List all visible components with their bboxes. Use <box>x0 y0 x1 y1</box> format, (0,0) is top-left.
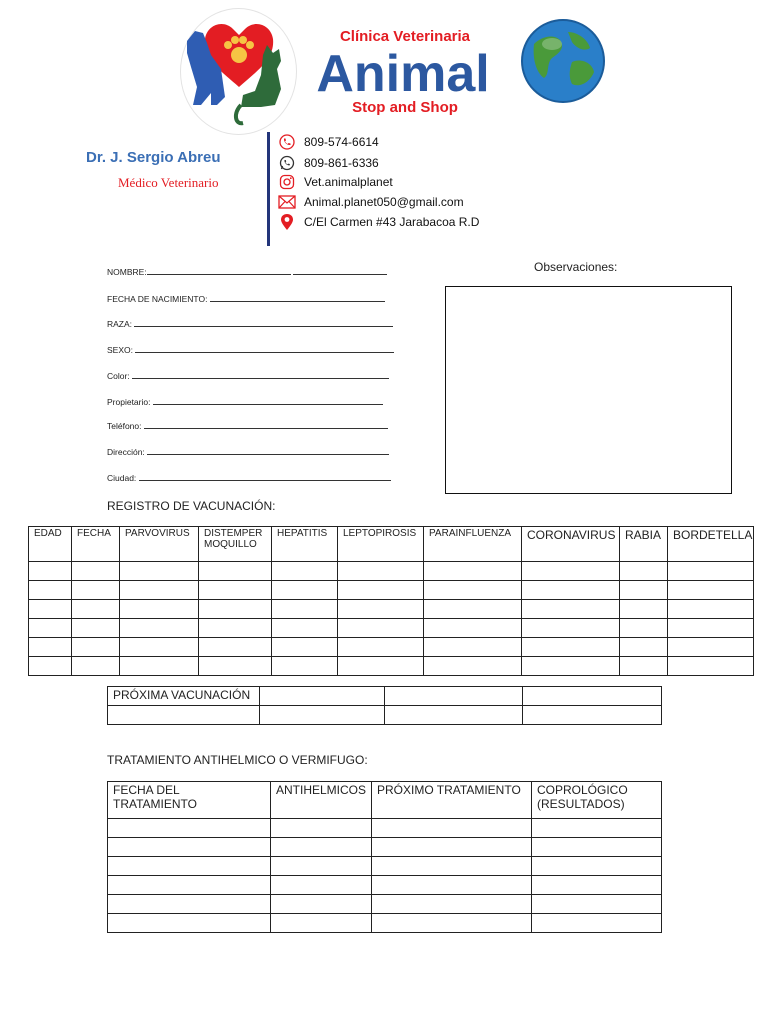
table-cell[interactable] <box>72 600 120 619</box>
field-propietario-label: Propietario: <box>107 397 151 407</box>
table-cell[interactable] <box>620 657 668 676</box>
field-fecha-nacimiento-label: FECHA DE NACIMIENTO: <box>107 294 208 304</box>
table-row <box>108 914 662 933</box>
table-cell[interactable] <box>29 657 72 676</box>
instagram-icon <box>278 173 296 191</box>
contact-email-text: Animal.planet050@gmail.com <box>304 195 464 209</box>
table-cell[interactable] <box>271 895 372 914</box>
field-color-label: Color: <box>107 371 130 381</box>
table-cell[interactable] <box>522 657 620 676</box>
field-propietario <box>107 396 407 407</box>
table-cell[interactable] <box>620 619 668 638</box>
phone-icon <box>278 133 296 151</box>
table-cell[interactable] <box>199 581 272 600</box>
contact-phone <box>278 133 379 151</box>
contact-instagram-text: Vet.animalplanet <box>304 175 393 189</box>
observations-label: Observaciones: <box>534 260 618 274</box>
whatsapp-icon <box>278 154 296 172</box>
col-hepatitis: HEPATITIS <box>272 527 338 562</box>
treatment-table <box>107 781 662 933</box>
table-cell[interactable] <box>532 819 662 838</box>
table-cell[interactable] <box>522 562 620 581</box>
contact-whatsapp-text: 809-861-6336 <box>304 156 379 170</box>
table-cell[interactable] <box>72 638 120 657</box>
table-cell[interactable] <box>272 619 338 638</box>
header-divider <box>267 132 270 246</box>
table-cell[interactable] <box>271 876 372 895</box>
table-cell[interactable] <box>620 600 668 619</box>
table-cell[interactable] <box>260 706 385 725</box>
field-raza-label: RAZA: <box>107 319 133 329</box>
table-row <box>29 600 754 619</box>
table-cell[interactable] <box>271 819 372 838</box>
field-color <box>107 370 407 381</box>
table-cell[interactable] <box>272 581 338 600</box>
table-cell[interactable] <box>532 895 662 914</box>
table-cell[interactable] <box>199 619 272 638</box>
doctor-title: Médico Veterinario <box>118 175 219 190</box>
email-icon <box>278 193 296 211</box>
col-antihelmicos: ANTIHELMICOS <box>271 782 372 819</box>
contact-instagram <box>278 173 393 191</box>
table-cell[interactable] <box>372 857 532 876</box>
table-cell[interactable] <box>271 838 372 857</box>
table-cell[interactable] <box>29 600 72 619</box>
table-cell[interactable] <box>72 562 120 581</box>
table-cell[interactable] <box>120 600 199 619</box>
table-cell[interactable] <box>385 706 523 725</box>
treatment-label: TRATAMIENTO ANTIHELMICO O VERMIFUGO: <box>107 753 368 767</box>
table-cell[interactable] <box>532 876 662 895</box>
dog-cat-heart-logo-icon <box>181 9 296 134</box>
table-cell[interactable] <box>199 638 272 657</box>
table-cell[interactable] <box>108 914 271 933</box>
field-telefono-label: Teléfono: <box>107 421 142 431</box>
table-cell[interactable] <box>522 638 620 657</box>
table-row <box>108 838 662 857</box>
table-row <box>29 619 754 638</box>
table-cell[interactable] <box>72 619 120 638</box>
field-propietario-line[interactable] <box>153 396 383 405</box>
table-cell[interactable] <box>338 657 424 676</box>
table-cell[interactable] <box>271 857 372 876</box>
table-row <box>29 581 754 600</box>
table-row <box>108 895 662 914</box>
col-fecha: FECHA <box>72 527 120 562</box>
table-cell[interactable] <box>522 581 620 600</box>
table-cell[interactable] <box>120 619 199 638</box>
field-raza <box>107 318 407 329</box>
table-cell[interactable] <box>522 619 620 638</box>
contact-address-text: C/El Carmen #43 Jarabacoa R.D <box>304 215 480 229</box>
vaccination-register-label: REGISTRO DE VACUNACIÓN: <box>107 499 276 513</box>
table-cell[interactable] <box>338 581 424 600</box>
next-vaccination-table <box>107 686 662 725</box>
globe-icon <box>520 18 606 104</box>
field-ciudad-line[interactable] <box>139 472 391 481</box>
table-cell[interactable] <box>424 619 522 638</box>
table-cell[interactable] <box>668 657 754 676</box>
clinic-logo <box>180 8 297 135</box>
col-coronavirus: CORONAVIRUS <box>522 527 620 562</box>
table-cell[interactable] <box>271 914 372 933</box>
table-cell[interactable] <box>108 876 271 895</box>
field-sexo-line[interactable] <box>135 344 394 353</box>
table-cell[interactable] <box>523 706 662 725</box>
table-cell[interactable] <box>424 657 522 676</box>
table-cell[interactable] <box>199 562 272 581</box>
table-cell[interactable] <box>338 638 424 657</box>
col-edad: EDAD <box>29 527 72 562</box>
table-cell[interactable] <box>385 687 523 706</box>
table-cell[interactable] <box>29 638 72 657</box>
table-cell[interactable] <box>424 581 522 600</box>
table-cell[interactable] <box>532 857 662 876</box>
table-cell[interactable] <box>199 657 272 676</box>
contact-whatsapp <box>278 154 379 172</box>
field-ciudad-label: Ciudad: <box>107 473 137 483</box>
field-fecha-nacimiento-line[interactable] <box>210 293 385 302</box>
field-fecha-nacimiento <box>107 293 407 304</box>
table-cell[interactable] <box>668 600 754 619</box>
field-direccion-label: Dirección: <box>107 447 145 457</box>
field-telefono <box>107 420 407 431</box>
clinic-subtitle-bottom: Stop and Shop <box>352 99 458 116</box>
table-cell[interactable] <box>108 819 271 838</box>
table-cell[interactable] <box>199 600 272 619</box>
field-nombre-line-1[interactable] <box>147 266 291 275</box>
table-cell[interactable] <box>338 619 424 638</box>
table-cell[interactable] <box>424 638 522 657</box>
field-color-line[interactable] <box>132 370 389 379</box>
table-cell[interactable] <box>338 600 424 619</box>
field-sexo <box>107 344 407 355</box>
table-cell[interactable] <box>120 562 199 581</box>
table-cell[interactable] <box>372 838 532 857</box>
table-cell[interactable] <box>29 562 72 581</box>
table-cell[interactable] <box>424 562 522 581</box>
table-cell[interactable] <box>523 687 662 706</box>
field-direccion <box>107 446 407 457</box>
table-row <box>108 687 662 706</box>
table-cell[interactable] <box>668 581 754 600</box>
table-cell[interactable] <box>108 838 271 857</box>
table-cell[interactable] <box>424 600 522 619</box>
observations-box[interactable] <box>445 286 732 494</box>
table-row <box>108 819 662 838</box>
col-proximo-tratamiento: PRÓXIMO TRATAMIENTO <box>372 782 532 819</box>
table-cell[interactable] <box>108 706 260 725</box>
table-cell[interactable] <box>372 819 532 838</box>
vaccination-table <box>28 526 754 676</box>
table-cell[interactable] <box>668 638 754 657</box>
table-cell[interactable] <box>120 581 199 600</box>
col-rabia: RABIA <box>620 527 668 562</box>
table-cell[interactable] <box>620 562 668 581</box>
clinic-subtitle-top: Clínica Veterinaria <box>339 28 471 45</box>
table-cell[interactable] <box>72 657 120 676</box>
table-cell[interactable] <box>120 657 199 676</box>
table-cell[interactable] <box>120 638 199 657</box>
table-cell[interactable] <box>72 581 120 600</box>
table-cell[interactable] <box>338 562 424 581</box>
field-nombre-label: NOMBRE: <box>107 267 147 277</box>
table-cell[interactable] <box>272 638 338 657</box>
table-cell[interactable] <box>272 562 338 581</box>
table-row <box>108 857 662 876</box>
table-cell[interactable] <box>272 600 338 619</box>
col-fecha-tratamiento: FECHA DEL TRATAMIENTO <box>108 782 271 819</box>
table-row <box>29 657 754 676</box>
table-cell[interactable] <box>29 619 72 638</box>
next-vaccination-label: PRÓXIMA VACUNACIÓN <box>108 687 260 706</box>
table-cell[interactable] <box>668 562 754 581</box>
table-row <box>29 562 754 581</box>
table-cell[interactable] <box>668 619 754 638</box>
col-parvovirus: PARVOVIRUS <box>120 527 199 562</box>
field-direccion-line[interactable] <box>147 446 389 455</box>
contact-address <box>278 213 479 231</box>
table-cell[interactable] <box>620 638 668 657</box>
doctor-name: Dr. J. Sergio Abreu <box>86 149 221 166</box>
contact-phone-text: 809-574-6614 <box>304 135 379 149</box>
field-ciudad <box>107 472 407 483</box>
table-cell[interactable] <box>372 895 532 914</box>
table-cell[interactable] <box>108 857 271 876</box>
table-cell[interactable] <box>372 914 532 933</box>
field-nombre-line-2[interactable] <box>293 266 387 275</box>
field-nombre <box>107 266 407 277</box>
field-sexo-label: SEXO: <box>107 345 133 355</box>
contact-email <box>278 193 464 211</box>
table-cell[interactable] <box>532 914 662 933</box>
table-cell[interactable] <box>522 600 620 619</box>
location-icon <box>278 213 296 231</box>
table-row <box>29 638 754 657</box>
table-cell[interactable] <box>620 581 668 600</box>
field-telefono-line[interactable] <box>144 420 388 429</box>
table-cell[interactable] <box>260 687 385 706</box>
vaccination-header-row <box>29 527 754 562</box>
table-cell[interactable] <box>108 895 271 914</box>
table-cell[interactable] <box>372 876 532 895</box>
col-leptopirosis: LEPTOPIROSIS <box>338 527 424 562</box>
field-raza-line[interactable] <box>134 318 393 327</box>
treatment-header-row <box>108 782 662 819</box>
table-cell[interactable] <box>272 657 338 676</box>
table-cell[interactable] <box>532 838 662 857</box>
table-cell[interactable] <box>29 581 72 600</box>
col-coprologico: COPROLÓGICO (RESULTADOS) <box>532 782 662 819</box>
col-bordetella: BORDETELLA <box>668 527 754 562</box>
col-parainfluenza: PARAINFLUENZA <box>424 527 522 562</box>
table-row <box>108 706 662 725</box>
table-row <box>108 876 662 895</box>
brand-name: Animal <box>316 45 490 103</box>
col-distemper: DISTEMPER MOQUILLO <box>199 527 272 562</box>
